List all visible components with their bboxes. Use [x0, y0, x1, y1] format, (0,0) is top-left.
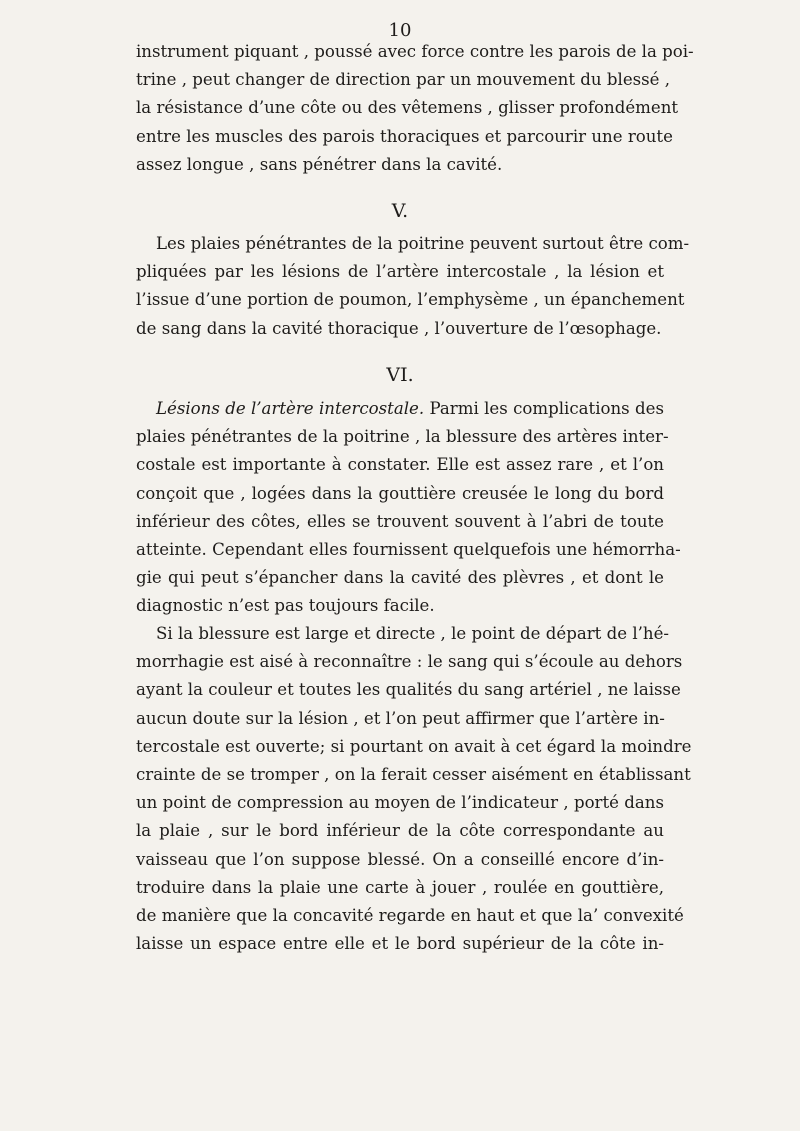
text-line: de sang dans la cavité thoracique , l’ouverture de l’œsophage.: [136, 318, 662, 338]
text-line: de manière que la concavité regarde en haut et que la’ convexité: [136, 906, 684, 926]
text-line: instrument piquant , poussé avec force contre les parois de la poi-: [136, 42, 694, 61]
text-line: entre les muscles des parois thoraciques et parcourir une route: [136, 126, 673, 146]
text-line: inférieur des côtes, elles se trouvent souvent à l’abri de toute: [136, 511, 664, 531]
section-vi-paragraph-1: [136, 395, 681, 621]
text-line: tercostale est ouverte; si pourtant on avait à cet égard la moindre: [136, 736, 692, 756]
text-line: pliquées par les lésions de l’artère intercostale , la lésion et: [136, 262, 664, 282]
text-line: l’issue d’une portion de poumon, l’emphysème , un épanchement: [136, 290, 685, 310]
text-line: troduire dans la plaie une carte à jouer , roulée en gouttière,: [136, 877, 664, 897]
text-line: assez longue , sans pénétrer dans la cavité.: [136, 154, 503, 174]
text-line: la résistance d’une côte ou des vêtemens , glisser profondément: [136, 98, 679, 118]
text-line: costale est importante à constater. Elle est assez rare , et l’on: [136, 455, 664, 475]
section-heading-v: V.: [391, 200, 409, 222]
intro-paragraph: [136, 38, 694, 179]
text-line: aucun doute sur la lésion , et l’on peut affirmer que l’artère in-: [136, 708, 665, 728]
text-line: ayant la couleur et toutes les qualités du sang artériel , ne laisse: [136, 680, 681, 700]
page-number: 10: [388, 20, 412, 41]
text-line: gie qui peut s’épancher dans la cavité des plèvres , et dont le: [136, 568, 664, 588]
text-line: morrhagie est aisé à reconnaître : le sang qui s’écoule au dehors: [136, 652, 683, 672]
text-line-with-lead: [136, 395, 664, 423]
text-line-rest: Parmi les complications des: [429, 399, 664, 418]
text-line: un point de compression au moyen de l’indicateur , porté dans: [136, 793, 664, 813]
text-line: atteinte. Cependant elles fournissent quelquefois une hémorrha-: [136, 540, 681, 560]
text-line: conçoit que , logées dans la gouttière creusée le long du bord: [136, 483, 664, 503]
text-line: crainte de se tromper , on la ferait cesser aisément en établissant: [136, 765, 691, 785]
text-line: Si la blessure est large et directe , le point de départ de l’hé-: [156, 624, 670, 643]
text-line: plaies pénétrantes de la poitrine , la blessure des artères inter-: [136, 427, 669, 447]
text-line: trine , peut changer de direction par un mouvement du blessé ,: [136, 70, 671, 90]
italic-lead-title: Lésions de l’artère intercostale.: [156, 399, 425, 418]
text-line: Les plaies pénétrantes de la poitrine peuvent surtout être com-: [156, 234, 690, 253]
section-heading-vi: VI.: [386, 364, 414, 386]
section-vi-paragraph-2: [136, 620, 692, 958]
section-v-paragraph: [136, 230, 690, 343]
text-line: laisse un espace entre elle et le bord supérieur de la côte in-: [136, 934, 664, 954]
text-line: diagnostic n’est pas toujours facile.: [136, 596, 435, 616]
text-line: vaisseau que l’on suppose blessé. On a conseillé encore d’in-: [136, 849, 664, 869]
text-line: la plaie , sur le bord inférieur de la côte correspondante au: [136, 821, 664, 841]
